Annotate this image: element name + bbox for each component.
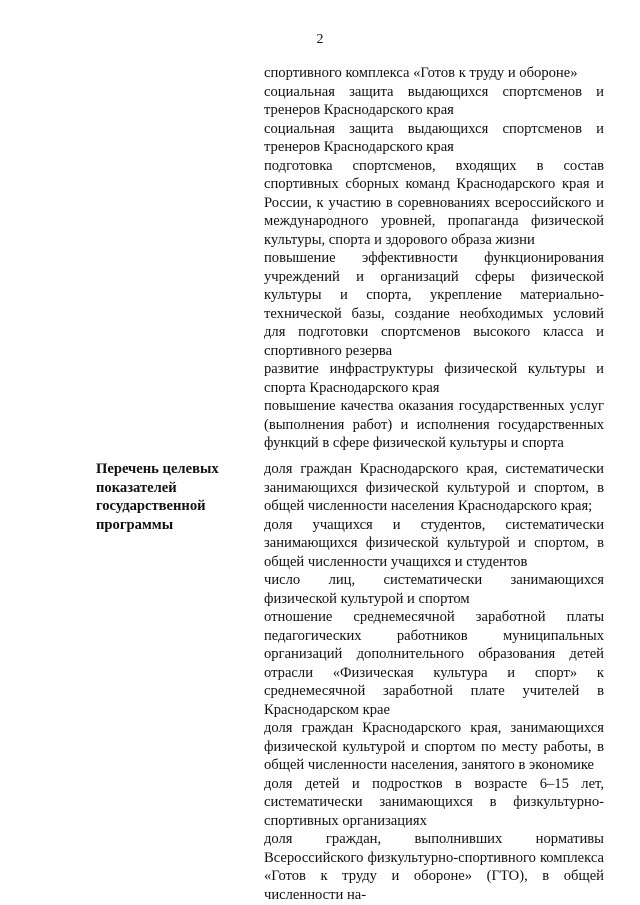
paragraph: спортивного комплекса «Готов к труду и обороне» <box>264 65 578 81</box>
paragraph: повышение эффективности функционирования учреждений и организаций сферы физической культуры и спорта, укрепление материально-технической базы, создание необходимых условий для подготовки спортсменов высокого класса и спортивного резерва <box>264 250 604 359</box>
paragraph: социальная защита выдающихся спортсменов и тренеров Краснодарского края <box>264 120 604 155</box>
paragraph: отношение среднемесячной заработной платы педагогических работников муниципальных организаций дополнительного образования детей отрасли «Физическая культура и спорт» к среднемесячной заработной плате учителей в Краснодарском крае <box>264 609 604 718</box>
paragraph: доля граждан Краснодарского края, систематически занимающихся физической культурой и спортом, в общей численности населения Краснодарского края; <box>264 461 604 514</box>
page-number: 2 <box>316 32 324 47</box>
paragraph: доля граждан Краснодарского края, занимающихся физической культурой и спортом по месту работы, в общей численности населения, занятого в экономике <box>264 720 604 773</box>
goals-list <box>264 64 604 453</box>
paragraph: развитие инфраструктуры физической культуры и спорта Краснодарского края <box>264 361 604 396</box>
paragraph: число лиц, систематически занимающихся физической культурой и спортом <box>264 572 604 607</box>
indicators-list <box>264 460 604 904</box>
paragraph: социальная защита выдающихся спортсменов и тренеров Краснодарского края <box>264 83 604 118</box>
paragraph: доля учащихся и студентов, систематически занимающихся физической культурой и спортом, в общей численности учащихся и студентов <box>264 516 604 570</box>
paragraph: доля детей и подростков в возрасте 6–15 лет, систематически занимающихся в физкультурно-спортивных организациях <box>264 775 604 829</box>
paragraph: доля граждан, выполнивших нормативы Всероссийского физкультурно-спортивного комплекса «Готов к труду и обороне» (ГТО), в общей численности на- <box>264 831 604 903</box>
paragraph: повышение качества оказания государственных услуг (выполнения работ) и исполнения государственных функций в сфере физической культуры и спорта <box>264 398 604 451</box>
section-label: Перечень целевых показателей государственной программы <box>96 461 219 533</box>
paragraph: подготовка спортсменов, входящих в состав спортивных сборных команд Краснодарского края и России, к участию в соревнованиях всероссийского и международного уровней, пропаганда физической культуры, спорта и здорового образа жизни <box>264 157 604 248</box>
